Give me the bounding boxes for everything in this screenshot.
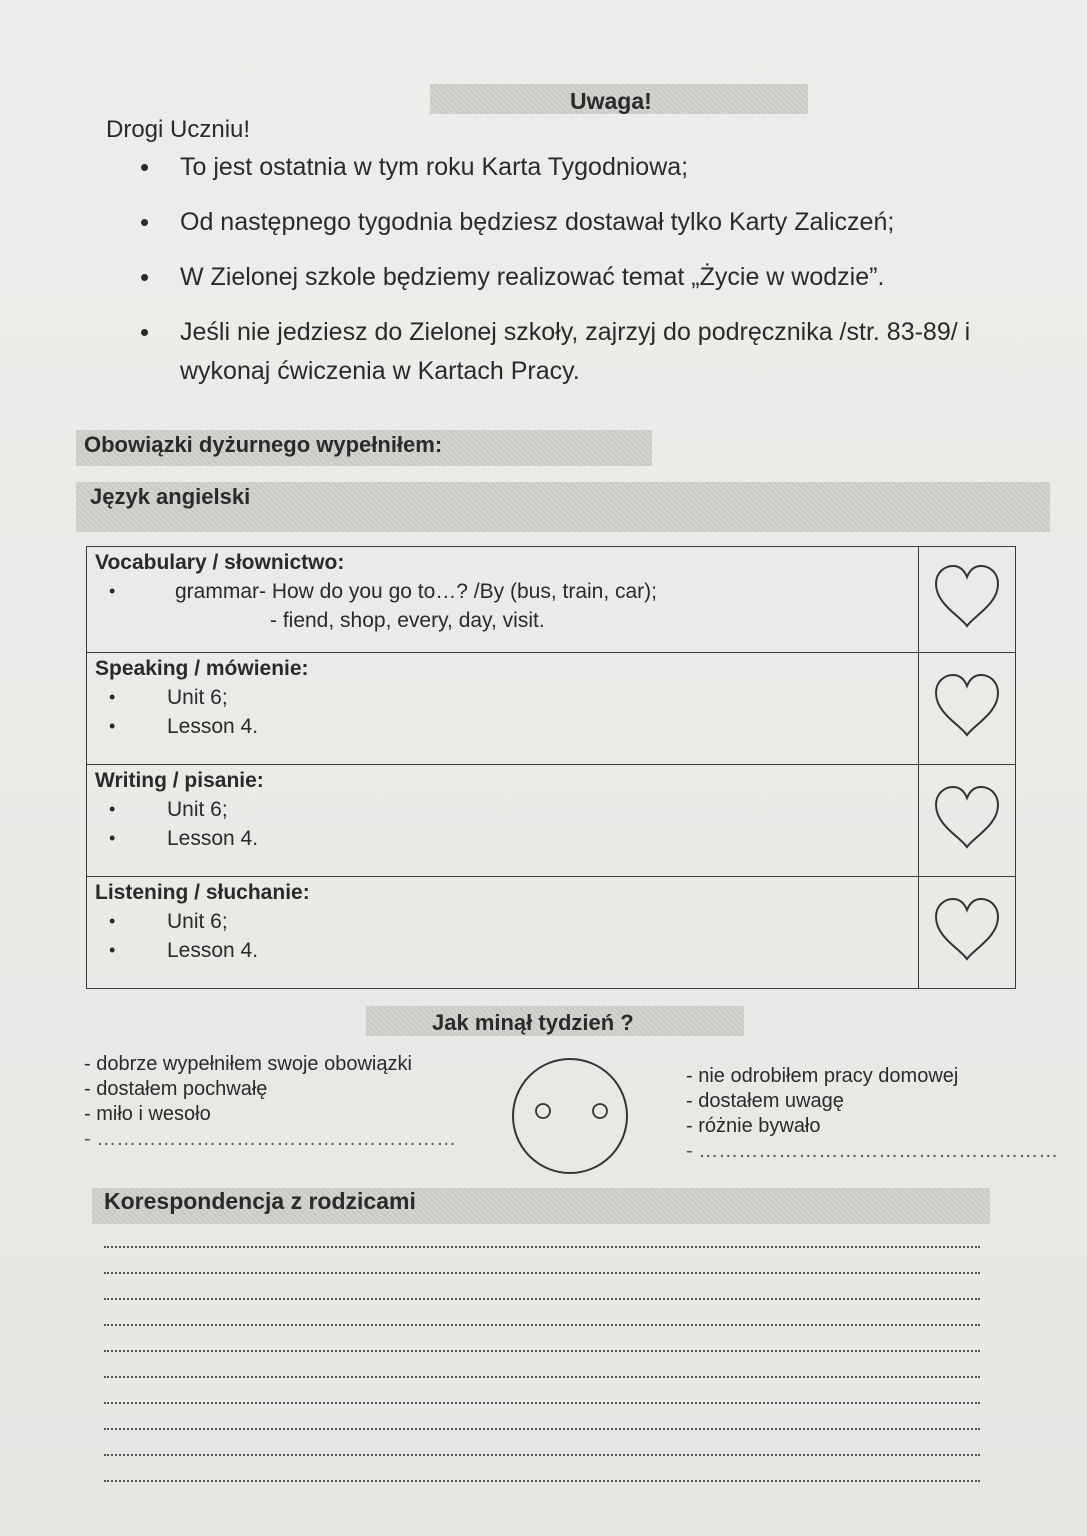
heart-outline-icon[interactable] (930, 669, 1004, 743)
skill-item: • Lesson 4. (95, 712, 910, 741)
rating-cell[interactable] (919, 765, 1016, 877)
writing-line[interactable] (104, 1350, 980, 1352)
english-heading: Język angielski (90, 484, 251, 509)
writing-line[interactable] (104, 1376, 980, 1378)
table-row (87, 547, 1016, 653)
notice-title: Uwaga! (570, 88, 652, 114)
skill-item: - fiend, shop, every, day, visit. (270, 609, 545, 632)
notice-bullet: • W Zielonej szkole będziemy realizować temat „Życie w wodzie”. (140, 258, 1040, 297)
writing-line[interactable] (104, 1324, 980, 1326)
skill-cell (87, 877, 919, 989)
heart-outline-icon[interactable] (930, 893, 1004, 967)
bad-week-list (686, 1064, 1058, 1164)
table-row (87, 877, 1016, 989)
duty-heading: Obowiązki dyżurnego wypełniłem: (84, 432, 443, 457)
skill-item-text: grammar- How do you go to…? /By (bus, train, car); (175, 580, 658, 603)
skill-title: Vocabulary / słownictwo: (95, 551, 345, 574)
rating-cell[interactable] (919, 877, 1016, 989)
notice-bullet: • Jeśli nie jedziesz do Zielonej szkoły, zajrzyj do podręcznika /str. 83-89/ i wykonaj ćwiczenia w Kartach Pracy. (140, 313, 1040, 391)
skill-title: Writing / pisanie: (95, 769, 264, 792)
good-option-blank[interactable]: - ……………………………………………… (84, 1128, 457, 1150)
correspondence-heading: Korespondencja z rodzicami (104, 1188, 416, 1214)
writing-line[interactable] (104, 1428, 980, 1430)
week-heading: Jak minął tydzień ? (432, 1010, 634, 1035)
rating-cell[interactable] (919, 653, 1016, 765)
skill-item: • Lesson 4. (95, 936, 910, 965)
notice-bullet: • To jest ostatnia w tym roku Karta Tygodniowa; (140, 148, 1040, 187)
skill-cell (87, 653, 919, 765)
table-row (87, 765, 1016, 877)
table-row (87, 653, 1016, 765)
bad-option: - różnie bywało (686, 1115, 821, 1137)
notice-bullet: • Od następnego tygodnia będziesz dostawał tylko Karty Zaliczeń; (140, 203, 1040, 242)
bad-option: - nie odrobiłem pracy domowej (686, 1065, 959, 1087)
writing-line[interactable] (104, 1454, 980, 1456)
writing-line[interactable] (104, 1402, 980, 1404)
writing-line[interactable] (104, 1480, 980, 1482)
bad-option: - dostałem uwagę (686, 1090, 844, 1112)
good-option: - dobrze wypełniłem swoje obowiązki (84, 1053, 412, 1075)
skill-cell (87, 547, 919, 653)
skill-cell (87, 765, 919, 877)
skill-item (95, 577, 910, 606)
skill-item: • Unit 6; (95, 795, 910, 824)
bad-option-blank[interactable]: - ……………………………………………… (686, 1140, 1059, 1162)
skill-item: • Unit 6; (95, 907, 910, 936)
writing-line[interactable] (104, 1246, 980, 1248)
skill-item: • Lesson 4. (95, 824, 910, 853)
notice-bullet-list (140, 148, 1040, 407)
good-option: - miło i wesoło (84, 1103, 211, 1125)
skill-title: Listening / słuchanie: (95, 881, 310, 904)
good-week-list (84, 1052, 456, 1152)
heart-outline-icon[interactable] (930, 781, 1004, 855)
greeting: Drogi Uczniu! (106, 116, 251, 143)
skill-item: • Unit 6; (95, 683, 910, 712)
rating-cell[interactable] (919, 547, 1016, 653)
writing-line[interactable] (104, 1298, 980, 1300)
skill-title: Speaking / mówienie: (95, 657, 309, 680)
heart-outline-icon[interactable] (930, 560, 1004, 634)
english-skills-table (86, 546, 1016, 989)
good-option: - dostałem pochwałę (84, 1078, 268, 1100)
writing-line[interactable] (104, 1272, 980, 1274)
blank-face-icon[interactable] (510, 1056, 630, 1176)
